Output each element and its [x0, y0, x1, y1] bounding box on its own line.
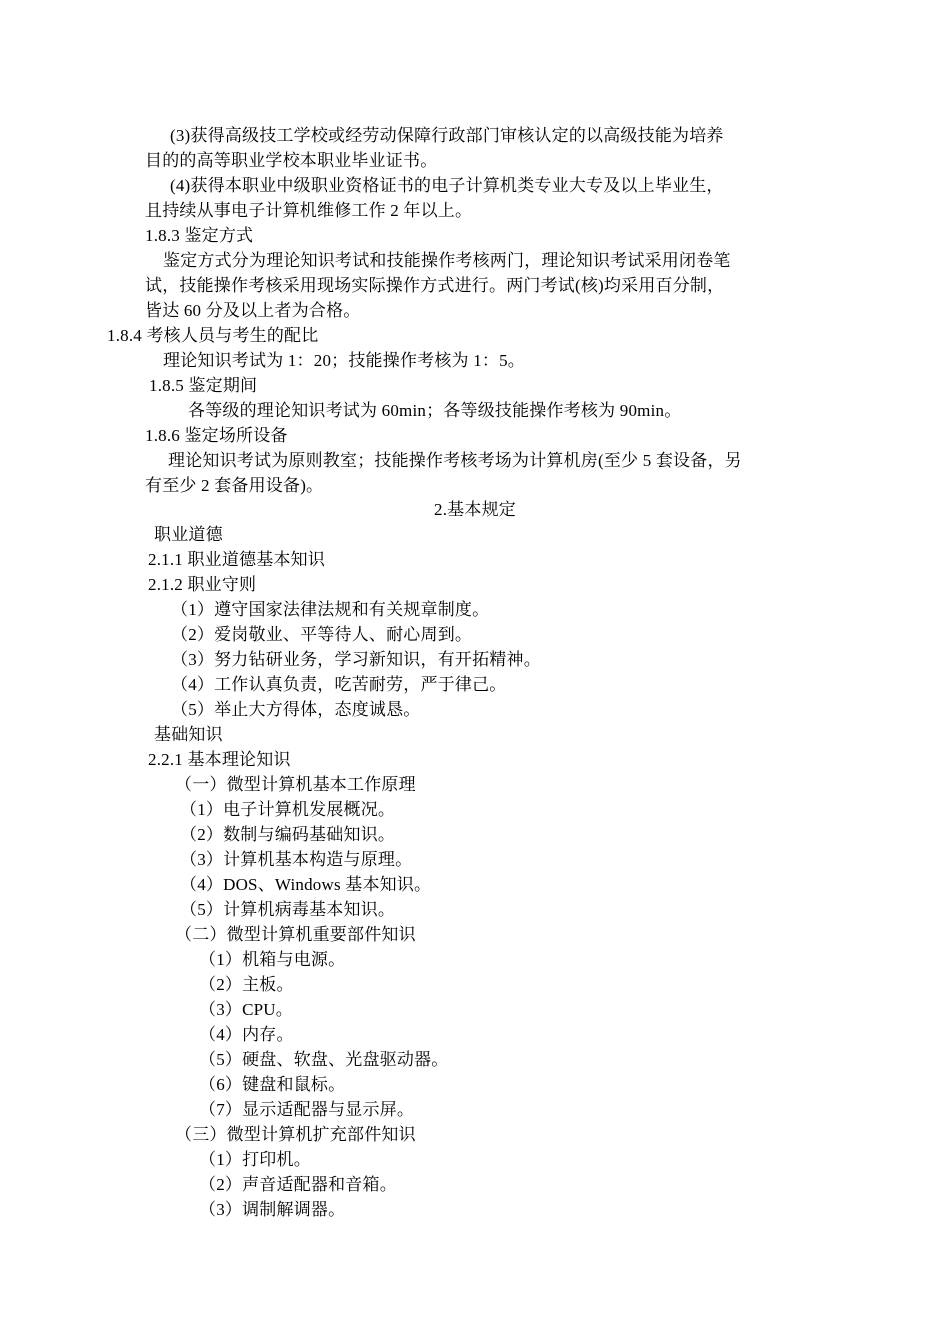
section-heading: 2.1.2 职业守则 — [148, 575, 257, 594]
list-item: （5）计算机病毒基本知识。 — [180, 900, 396, 919]
list-item: （2）主板。 — [199, 975, 294, 994]
list-item: （3）计算机基本构造与原理。 — [180, 850, 413, 869]
paragraph-line: (3)获得高级技工学校或经劳动保障行政部门审核认定的以高级技能为培养 — [170, 126, 724, 145]
list-item: （5）硬盘、软盘、光盘驱动器。 — [199, 1050, 449, 1069]
section-heading: 职业道德 — [154, 525, 223, 544]
list-item: （1）打印机。 — [199, 1150, 311, 1169]
section-heading: 2.1.1 职业道德基本知识 — [148, 550, 326, 569]
list-item: （4）工作认真负责，吃苦耐劳，严于律己。 — [171, 675, 507, 694]
list-item: （3）努力钻研业务，学习新知识，有开拓精神。 — [171, 650, 541, 669]
paragraph-line: 鉴定方式分为理论知识考试和技能操作考核两门，理论知识考试采用闭卷笔 — [163, 251, 731, 270]
section-heading: 1.8.3 鉴定方式 — [145, 226, 254, 245]
section-heading: 1.8.5 鉴定期间 — [149, 376, 258, 395]
chapter-title: 2.基本规定 — [434, 500, 516, 519]
section-heading: 1.8.6 鉴定场所设备 — [145, 426, 288, 445]
list-item: （2）数制与编码基础知识。 — [180, 825, 396, 844]
list-item: （1）电子计算机发展概况。 — [180, 800, 396, 819]
paragraph-line: 试，技能操作考核采用现场实际操作方式进行。两门考试(核)均采用百分制， — [145, 276, 725, 295]
section-heading: 基础知识 — [154, 725, 223, 744]
paragraph-line: (4)获得本职业中级职业资格证书的电子计算机类专业大专及以上毕业生， — [170, 176, 724, 195]
list-item: （6）键盘和鼠标。 — [199, 1075, 346, 1094]
list-item: （4）内存。 — [199, 1025, 294, 1044]
list-item: （2）声音适配器和音箱。 — [199, 1175, 397, 1194]
subsection-heading: （三）微型计算机扩充部件知识 — [175, 1125, 416, 1144]
subsection-heading: （二）微型计算机重要部件知识 — [175, 925, 416, 944]
paragraph-line: 皆达 60 分及以上者为合格。 — [145, 301, 361, 320]
paragraph-line: 目的的高等职业学校本职业毕业证书。 — [145, 151, 438, 170]
list-item: （3）CPU。 — [199, 1000, 293, 1019]
list-item: （3）调制解调器。 — [199, 1200, 346, 1219]
subsection-heading: （一）微型计算机基本工作原理 — [175, 775, 416, 794]
paragraph-line: 理论知识考试为 1：20；技能操作考核为 1：5。 — [163, 351, 525, 370]
paragraph-line: 有至少 2 套备用设备)。 — [145, 476, 324, 495]
paragraph-line: 理论知识考试为原则教室；技能操作考核考场为计算机房(至少 5 套设备，另 — [168, 451, 742, 470]
list-item: （2）爱岗敬业、平等待人、耐心周到。 — [171, 625, 473, 644]
list-item: （4）DOS、Windows 基本知识。 — [180, 875, 432, 894]
list-item: （1）机箱与电源。 — [199, 950, 346, 969]
list-item: （5）举止大方得体，态度诚恳。 — [171, 700, 421, 719]
paragraph-line: 各等级的理论知识考试为 60min；各等级技能操作考核为 90min。 — [188, 401, 682, 420]
section-heading: 2.2.1 基本理论知识 — [148, 750, 291, 769]
list-item: （7）显示适配器与显示屏。 — [199, 1100, 415, 1119]
paragraph-line: 且持续从事电子计算机维修工作 2 年以上。 — [145, 201, 473, 220]
list-item: （1）遵守国家法律法规和有关规章制度。 — [171, 600, 490, 619]
section-heading: 1.8.4 考核人员与考生的配比 — [107, 326, 319, 345]
